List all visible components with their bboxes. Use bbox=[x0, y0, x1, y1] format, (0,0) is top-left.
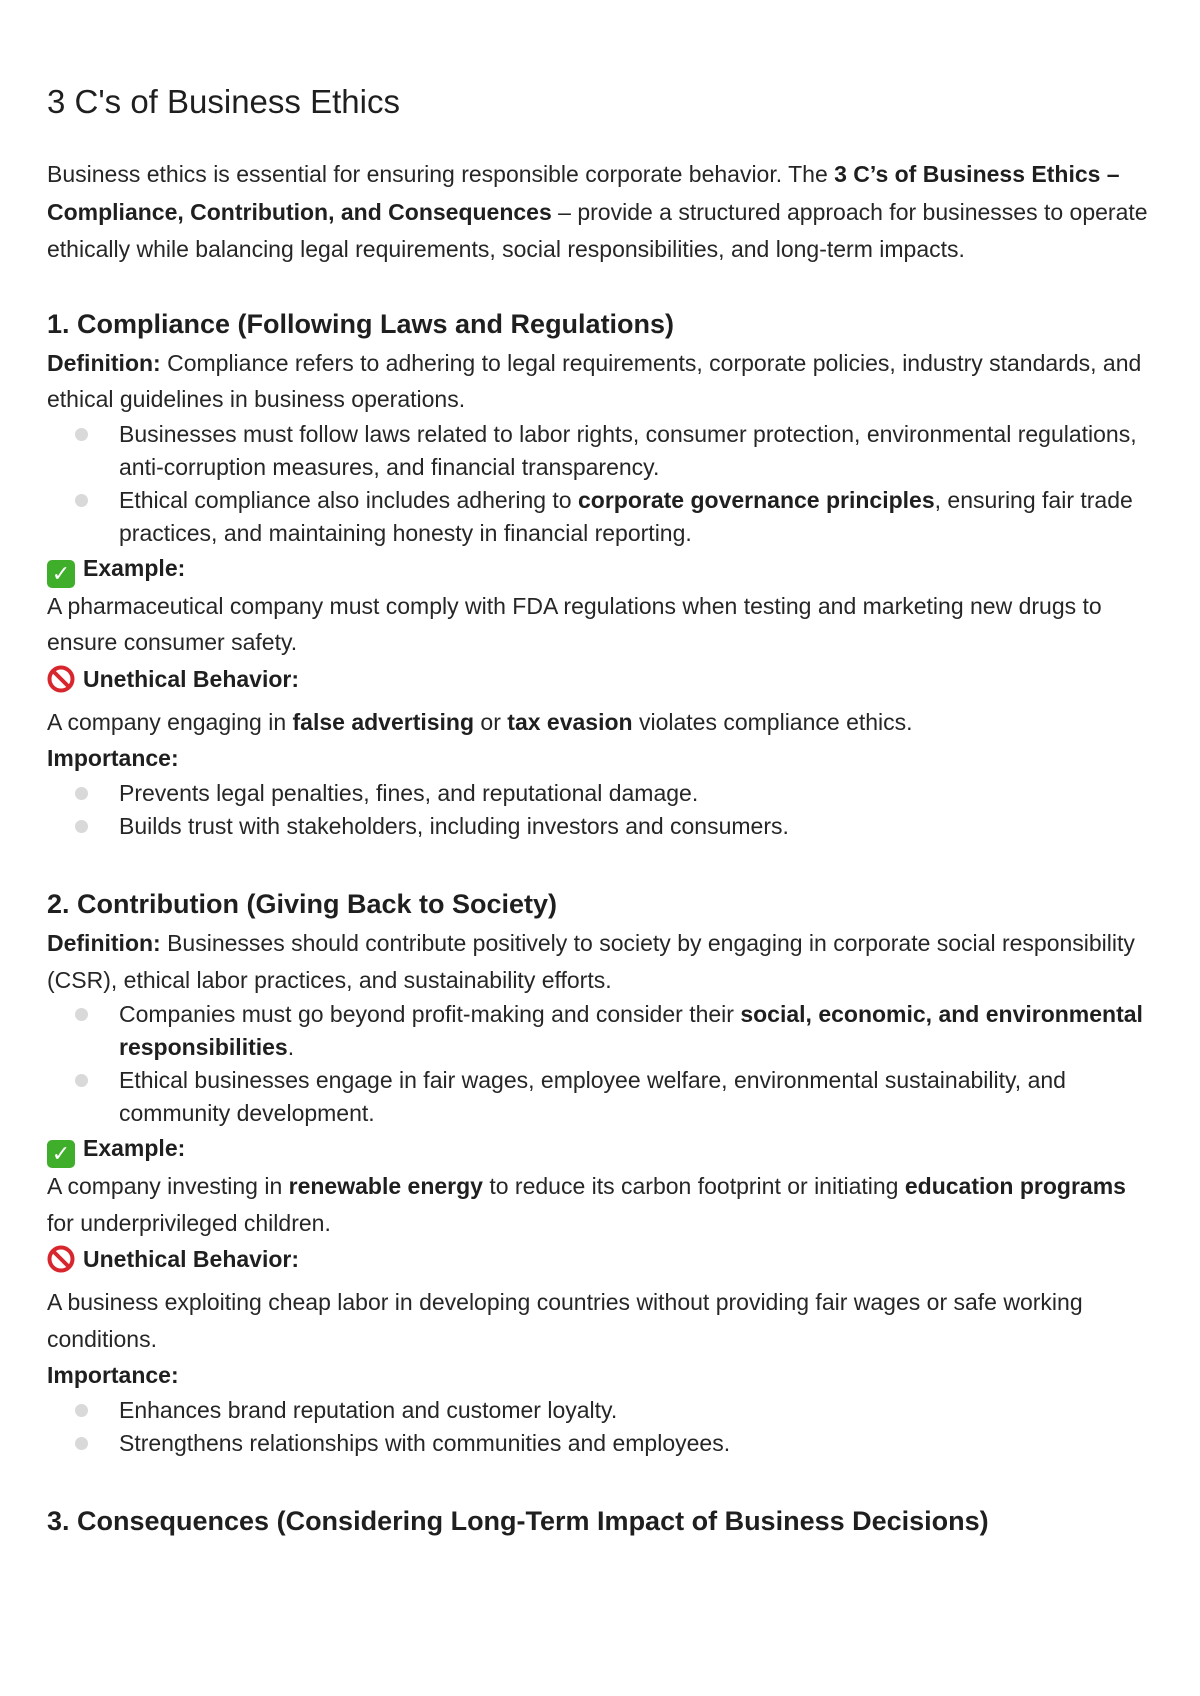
example-label: ✓ Example: bbox=[47, 550, 1157, 588]
list-item: Strengthens relationships with communities and employees. bbox=[47, 1427, 1157, 1460]
bullet-icon bbox=[75, 1437, 88, 1450]
section-heading: 2. Contribution (Giving Back to Society) bbox=[47, 889, 558, 919]
intro-paragraph: Business ethics is essential for ensuring responsible corporate behavior. The 3 C’s of Business Ethics – Compliance, Contribution, and Consequences – provide a structured approach for businesses to operate ethically while balancing legal requirements, social responsibilities, and long-term impacts. bbox=[47, 161, 1148, 262]
definition-paragraph: Definition: Compliance refers to adhering to legal requirements, corporate policies, industry standards, and ethical guidelines in business operations. bbox=[47, 349, 1142, 412]
bullet-icon bbox=[75, 494, 88, 507]
bullet-icon bbox=[75, 1404, 88, 1417]
prohibited-icon bbox=[47, 665, 75, 704]
list-item: Businesses must follow laws related to labor rights, consumer protection, environmental regulations, anti-corruption measures, and financial transparency. bbox=[47, 418, 1157, 484]
importance-label: Importance: bbox=[47, 1362, 179, 1388]
bullet-list bbox=[47, 418, 1157, 550]
list-item: Enhances brand reputation and customer loyalty. bbox=[47, 1394, 1157, 1427]
example-text: A pharmaceutical company must comply with FDA regulations when testing and marketing new drugs to ensure consumer safety. bbox=[47, 592, 1102, 655]
section-heading: 3. Consequences (Considering Long-Term Impact of Business Decisions) bbox=[47, 1506, 989, 1536]
list-item: Companies must go beyond profit-making and consider their social, economic, and environmental responsibilities. bbox=[47, 998, 1157, 1064]
prohibited-icon bbox=[47, 1245, 75, 1284]
unethical-label: Unethical Behavior: bbox=[47, 1241, 1157, 1284]
list-item: Prevents legal penalties, fines, and reputational damage. bbox=[47, 777, 1157, 810]
bullet-icon bbox=[75, 1008, 88, 1021]
check-mark-icon: ✓ bbox=[47, 560, 75, 588]
bullet-icon bbox=[75, 820, 88, 833]
document-title: 3 C's of Business Ethics bbox=[47, 83, 400, 120]
importance-list bbox=[47, 1394, 1157, 1460]
bullet-list bbox=[47, 998, 1157, 1130]
list-item: Builds trust with stakeholders, including investors and consumers. bbox=[47, 810, 1157, 843]
check-mark-icon: ✓ bbox=[47, 1140, 75, 1168]
example-label: ✓ Example: bbox=[47, 1130, 1157, 1168]
bullet-icon bbox=[75, 428, 88, 441]
section-heading: 1. Compliance (Following Laws and Regulations) bbox=[47, 308, 675, 339]
list-item: Ethical businesses engage in fair wages, employee welfare, environmental sustainability, and community development. bbox=[47, 1064, 1157, 1130]
example-text: A company investing in renewable energy to reduce its carbon footprint or initiating education programs for underprivileged children. bbox=[47, 1173, 1126, 1236]
bullet-icon bbox=[75, 787, 88, 800]
section-contribution bbox=[47, 883, 1157, 1460]
list-item: Ethical compliance also includes adhering to corporate governance principles, ensuring fair trade practices, and maintaining honesty in financial reporting. bbox=[47, 484, 1157, 550]
unethical-text: A business exploiting cheap labor in developing countries without providing fair wages or safe working conditions. bbox=[47, 1289, 1083, 1352]
importance-label: Importance: bbox=[47, 745, 179, 771]
importance-list bbox=[47, 777, 1157, 843]
section-consequences bbox=[47, 1500, 1157, 1542]
section-compliance bbox=[47, 303, 1157, 844]
definition-paragraph: Definition: Businesses should contribute positively to society by engaging in corporate social responsibility (CSR), ethical labor practices, and sustainability efforts. bbox=[47, 930, 1135, 993]
unethical-label: Unethical Behavior: bbox=[47, 661, 1157, 704]
unethical-text: A company engaging in false advertising or tax evasion violates compliance ethics. bbox=[47, 708, 913, 735]
document-page bbox=[47, 76, 1157, 1542]
bullet-icon bbox=[75, 1074, 88, 1087]
